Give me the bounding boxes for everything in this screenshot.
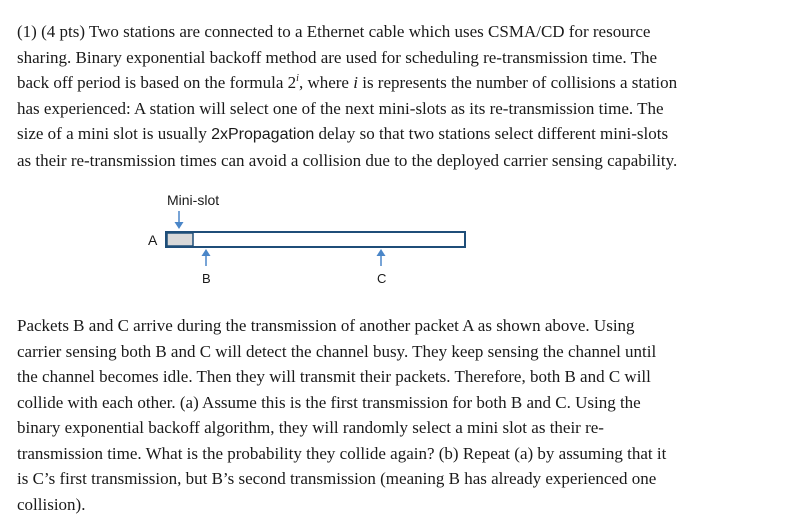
- propagation-term: 2xPropagation: [211, 126, 315, 143]
- line5-after: delay so that two stations select different mini-slots: [314, 124, 669, 143]
- followup-line-5: binary exponential backoff algorithm, they will randomly select a mini slot as their re-: [17, 418, 604, 437]
- question-line-5: [17, 121, 792, 148]
- followup-line-8: collision).: [17, 494, 86, 514]
- mini-slot-box: [167, 233, 193, 246]
- arrival-b-arrow-icon: [202, 249, 211, 266]
- arrival-c-arrow-icon: [377, 249, 386, 266]
- station-a-label: A: [148, 232, 158, 248]
- formula-text-middle: , where: [298, 73, 354, 92]
- question-line-2: sharing. Binary exponential backoff method are used for scheduling re-transmission time. The: [17, 47, 658, 67]
- mini-slot-label: Mini-slot: [167, 192, 220, 208]
- followup-paragraph: [17, 313, 792, 517]
- followup-line-6: transmission time. What is the probability they collide again? (b) Repeat (a) by assuming that it: [17, 443, 667, 463]
- followup-line-7: is C’s first transmission, but B’s second transmission (meaning B has already experienced one: [17, 469, 657, 488]
- arrival-b-label: B: [202, 271, 211, 286]
- channel-timeline-bar: [166, 232, 465, 247]
- followup-line-2: carrier sensing both B and C will detect the channel busy. They keep sensing the channel until: [17, 341, 657, 361]
- formula-text-before: back off period is based on the formula 2: [17, 73, 297, 92]
- question-paragraph: [17, 19, 792, 173]
- question-line-1: (1) (4 pts) Two stations are connected to a Ethernet cable which uses CSMA/CD for resource: [17, 22, 651, 41]
- question-line-4: has experienced: A station will select one of the next mini-slots as its re-transmission time. The: [17, 98, 664, 118]
- mini-slot-arrow-icon: [175, 211, 184, 229]
- formula-exponent: i: [296, 73, 299, 84]
- formula-text-after: is represents the number of collisions a station: [357, 73, 678, 92]
- arrival-c-label: C: [377, 271, 387, 286]
- formula-variable: i: [353, 73, 358, 92]
- question-line-6: as their re-transmission times can avoid a collision due to the deployed carrier sensing capability.: [17, 150, 678, 170]
- followup-line-3: the channel becomes idle. Then they will transmit their packets. Therefore, both B and C will: [17, 367, 651, 386]
- followup-line-4: collide with each other. (a) Assume this is the first transmission for both B and C. Using the: [17, 392, 641, 412]
- question-line-3: [17, 70, 792, 96]
- followup-line-1: Packets B and C arrive during the transmission of another packet A as shown above. Using: [17, 316, 635, 335]
- line5-before: size of a mini slot is usually: [17, 124, 212, 143]
